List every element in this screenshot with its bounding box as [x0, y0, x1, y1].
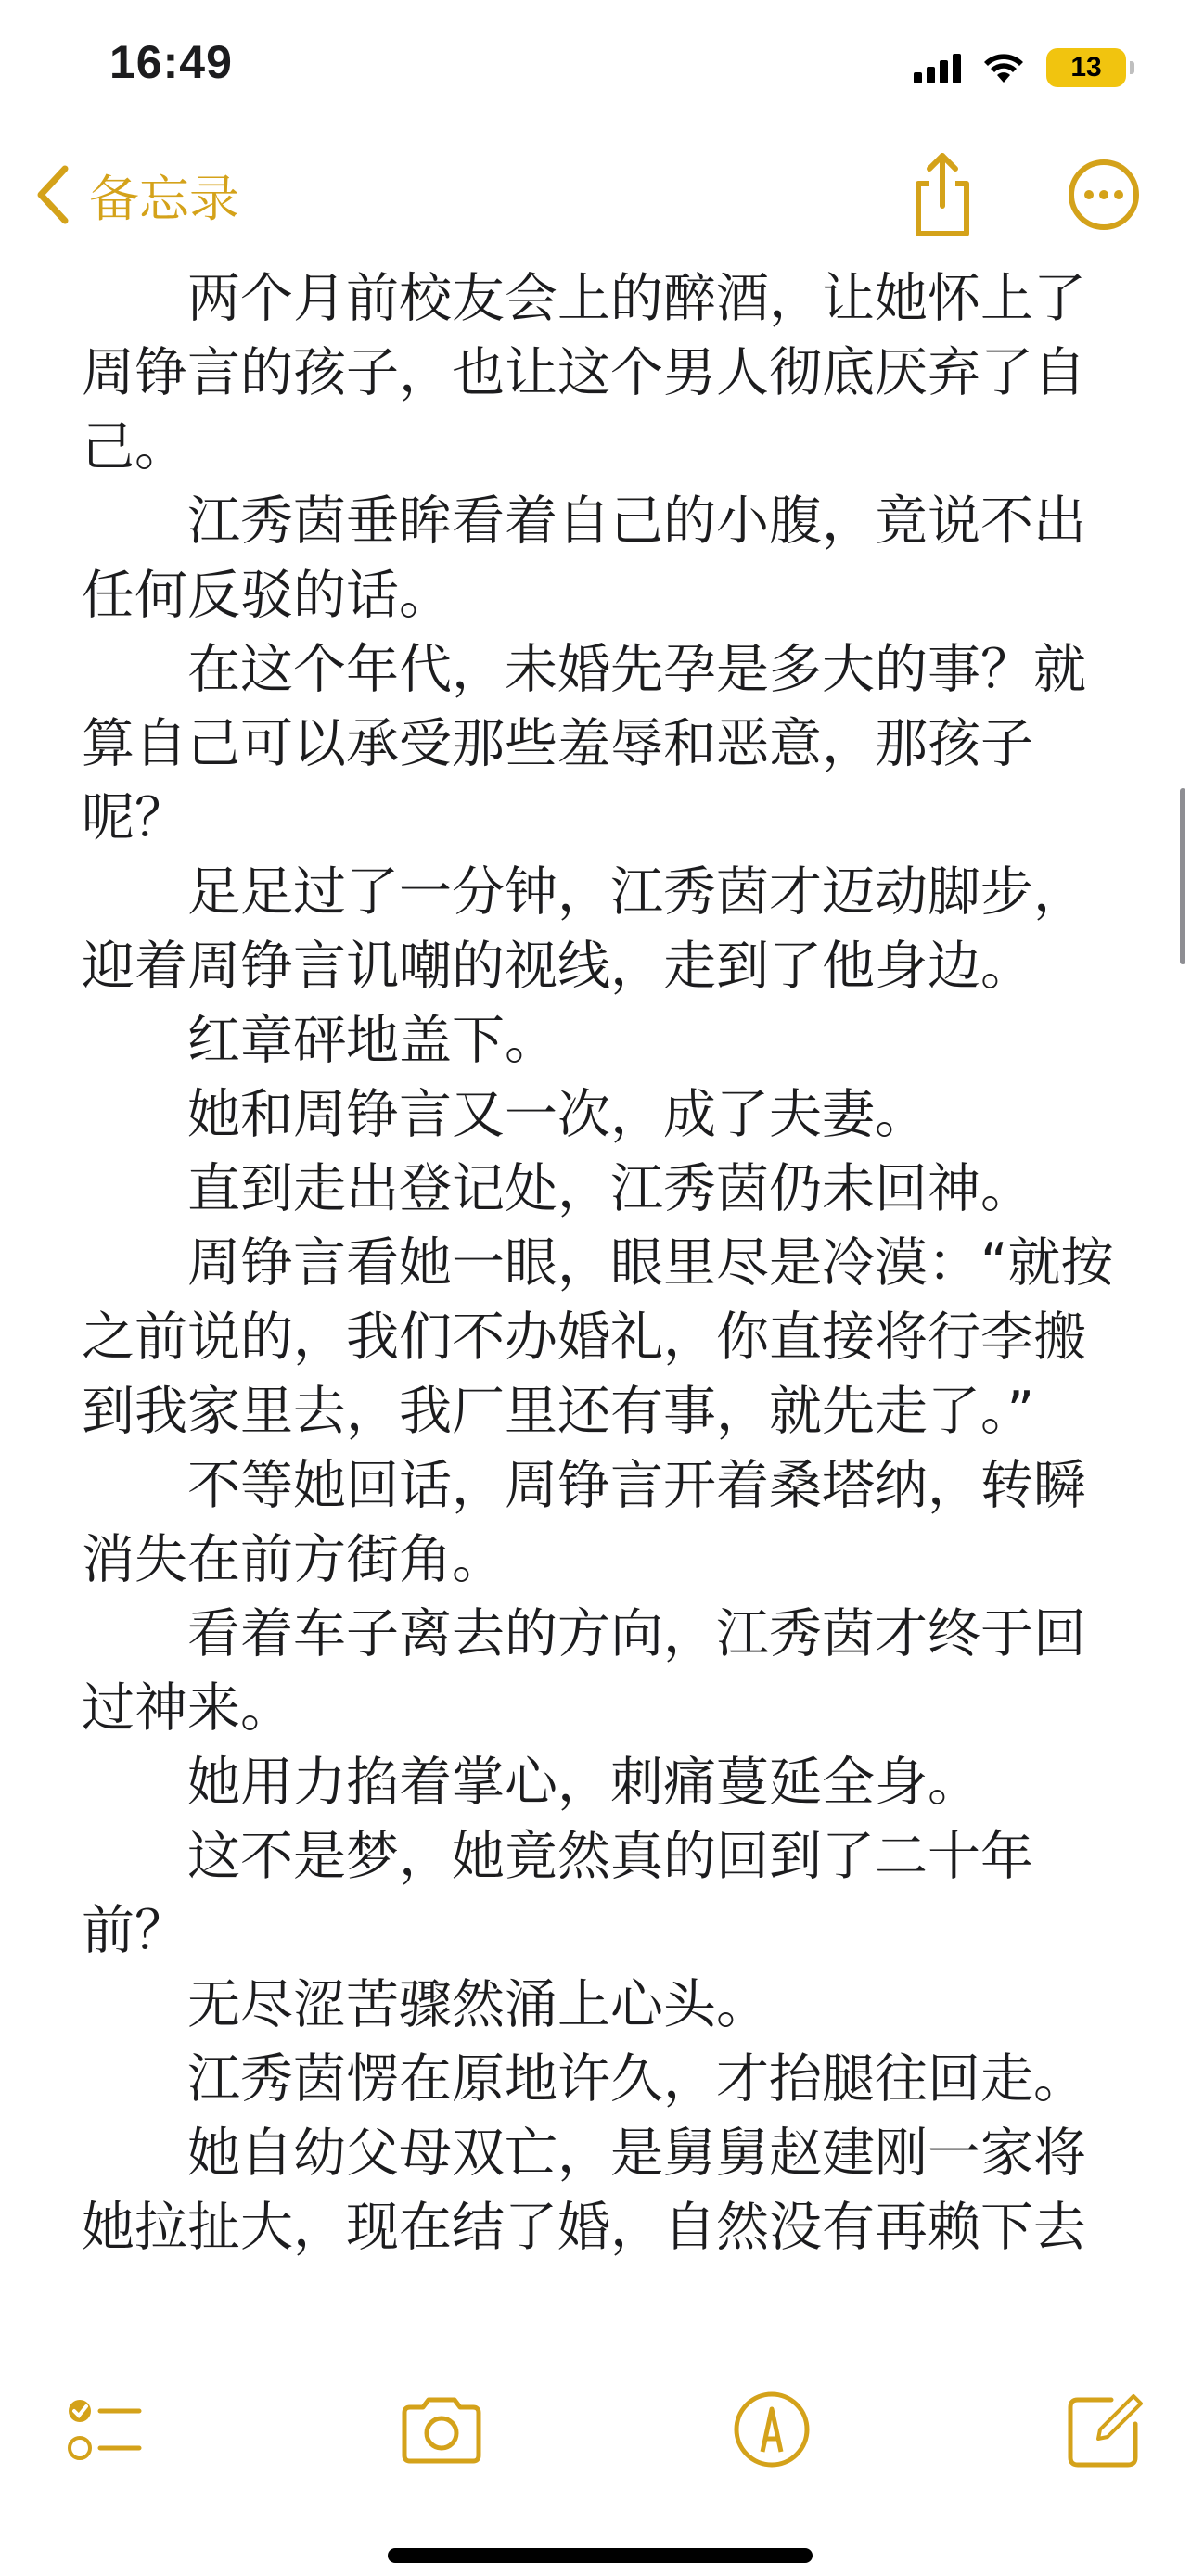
more-icon: [1067, 158, 1141, 232]
battery-percent: 13: [1070, 52, 1102, 83]
status-bar: [0, 0, 1191, 139]
back-label: 备忘录: [89, 169, 239, 228]
camera-button[interactable]: [395, 2383, 488, 2476]
camera-icon: [395, 2383, 488, 2476]
note-paragraph: 红章砰地盖下。: [187, 1010, 557, 1071]
note-paragraph: 在这个年代，未婚先孕是多大的事？就算自己可以承受那些羞辱和恶意，那孩子呢？: [82, 639, 1086, 848]
note-paragraph: 她用力掐着掌心，刺痛蔓延全身。: [187, 1752, 980, 1813]
note-paragraph: 足足过了一分钟，江秀茵才迈动脚步，迎着周铮言讥嘲的视线，走到了他身边。: [82, 861, 1086, 997]
note-paragraph: 她自幼父母双亡，是舅舅赵建刚一家将她拉扯大，现在结了婚，自然没有再赖下去: [82, 2123, 1086, 2258]
note-paragraph: 这不是梦，她竟然真的回到了二十年前？: [82, 1826, 1033, 1961]
checklist-icon: [58, 2383, 150, 2476]
checklist-button[interactable]: [58, 2383, 150, 2476]
back-button[interactable]: [33, 158, 239, 232]
note-paragraph: 两个月前校友会上的醉酒，让她怀上了周铮言的孩子，也让这个男人彻底厌弃了自己。: [82, 268, 1086, 478]
more-button[interactable]: [1067, 158, 1141, 232]
status-time: 16:49: [109, 36, 233, 88]
note-paragraph: 江秀茵愣在原地许久，才抬腿往回走。: [187, 2048, 1086, 2110]
bottom-toolbar: [0, 2383, 1191, 2485]
share-icon: [905, 148, 980, 241]
markup-button[interactable]: [725, 2383, 818, 2476]
home-indicator[interactable]: [388, 2548, 813, 2563]
note-paragraph: 看着车子离去的方向，江秀茵才终于回过神来。: [82, 1603, 1086, 1739]
battery-icon: [1046, 48, 1126, 87]
share-button[interactable]: [905, 148, 980, 241]
note-paragraph: 周铮言看她一眼，眼里尽是冷漠：“就按之前说的，我们不办婚礼，你直接将行李搬到我家里去，我厂里还有事，就先走了。”: [82, 1232, 1114, 1442]
wifi-icon: [981, 51, 1026, 84]
compose-icon: [1057, 2383, 1150, 2476]
note-paragraph: 江秀茵垂眸看着自己的小腹，竟说不出任何反驳的话。: [82, 491, 1086, 626]
note-paragraph: 不等她回话，周铮言开着桑塔纳，转瞬消失在前方街角。: [82, 1455, 1086, 1590]
note-body[interactable]: [82, 261, 1121, 2264]
note-paragraph: 直到走出登记处，江秀茵仍未回神。: [187, 1158, 1033, 1219]
markup-pen-icon: [725, 2383, 818, 2476]
note-paragraph: 她和周铮言又一次，成了夫妻。: [187, 1084, 928, 1145]
compose-button[interactable]: [1057, 2383, 1150, 2476]
chevron-left-icon: [33, 163, 74, 226]
cellular-signal-icon: [914, 52, 961, 83]
status-icons: [914, 45, 1126, 91]
scroll-indicator[interactable]: [1180, 788, 1185, 964]
note-paragraph: 无尽涩苦骤然涌上心头。: [187, 1974, 769, 2035]
navigation-bar: [0, 139, 1191, 250]
